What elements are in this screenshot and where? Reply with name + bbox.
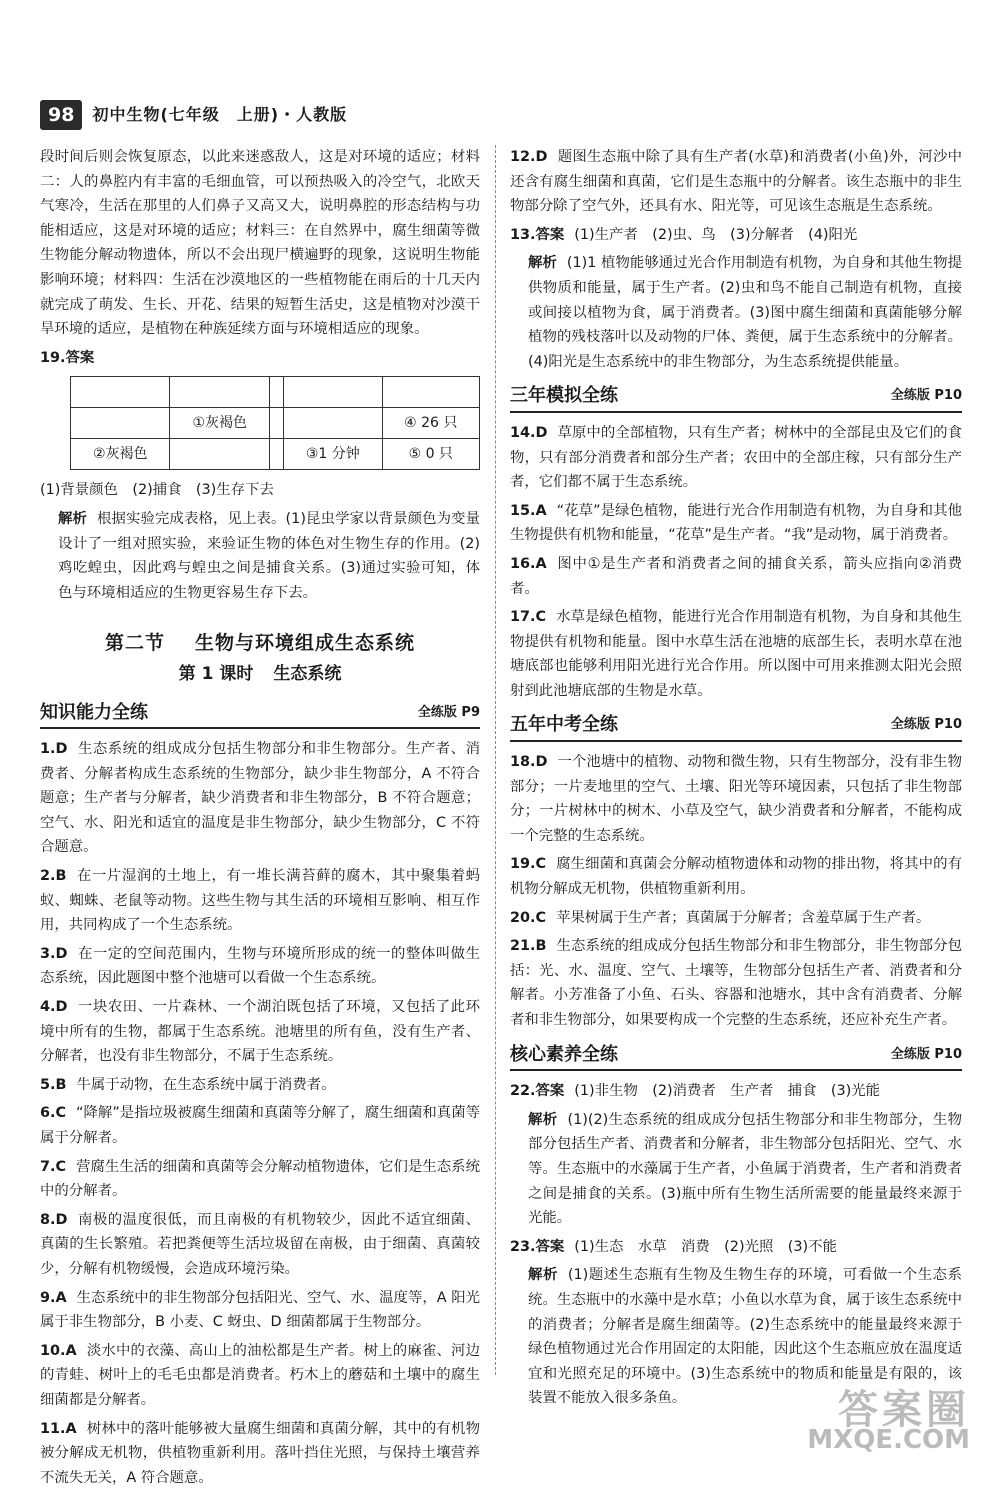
table-cell (170, 439, 269, 470)
right-column (510, 145, 962, 1415)
question-text: “花草”是绿色植物，能进行光合作用制造有机物，为自身和其他生物提供有机物和能量，“花草”是生产者。“我”是动物，属于消费者。 (510, 502, 962, 544)
answer-line: (1)生产者 (2)虫、鸟 (3)分解者 (4)阳光 (574, 226, 858, 243)
question-number: 20.C (510, 909, 547, 926)
table-cell (269, 439, 283, 470)
list-item (510, 421, 962, 495)
band-title: 三年模拟全练 (510, 385, 618, 407)
question-text: 一块农田、一片森林、一个湖泊既包括了环境，又包括了此环境中所有的生物，都属于生态系统。池塘里的所有鱼，没有生产者、分解者，也没有非生物部分，不属于生态系统。 (40, 999, 480, 1065)
list-item (510, 552, 962, 601)
band-five-year (510, 713, 962, 742)
lesson-title (40, 662, 480, 687)
page-number: 98 (40, 100, 82, 130)
question-number: 18.D (510, 754, 548, 771)
list-item (40, 995, 480, 1069)
list-item (40, 1417, 480, 1491)
question-number: 21.B (510, 938, 547, 955)
question-text: 苹果树属于生产者；真菌属于分解者；含羞草属于生产者。 (556, 909, 931, 926)
question-number: 17.C (510, 609, 547, 626)
question-text: 一个池塘中的植物、动物和微生物，只有生物部分，没有非生物部分；一片麦地里的空气、土壤、阳光等环境因素，只包括了非生物部分；一片树林中的树木、小草及空气，缺少消费者和分解者，不能构成一个完整的生态系统。 (510, 754, 962, 844)
question-text: 在一定的空间范围内，生物与环境所形成的统一的整体叫做生态系统，因此题图中整个池塘可以看做一个生态系统。 (40, 945, 480, 987)
question-text: 题图生态瓶中除了具有生产者(水草)和消费者(小鱼)外，河沙中还含有腐生细菌和真菌，它们是生态瓶中的分解者。该生态瓶中的非生物部分除了空气外，还具有水、阳光等，可见该生态瓶是生态系统。 (510, 149, 962, 215)
question-number: 19.答案 (40, 349, 95, 366)
band-title: 核心素养全练 (510, 1043, 618, 1065)
table-cell: ②灰褐色 (71, 439, 170, 470)
list-item (40, 1073, 480, 1098)
question-text: 南极的温度很低，而且南极的有机物较少，因此不适宜细菌、真菌的生长繁殖。若把粪便等生活垃圾留在南极，由于细菌、真菌较少，分解有机物缓慢，会造成环境污染。 (40, 1211, 480, 1277)
question-number: 6.C (40, 1105, 67, 1122)
list-item (510, 934, 962, 1032)
band-ref: 全练版 P10 (890, 1046, 962, 1062)
table-cell (170, 377, 269, 408)
question-text: 水草是绿色植物，能进行光合作用制造有机物，为自身和其他生物提供有机物和能量。图中水草生活在池塘的底部生长，表明水草在池塘底部也能够利用阳光进行光合作用。所以图中可用来推测太阳光会照射到此池塘底部的生物是水草。 (510, 609, 962, 699)
question-number: 11.A (40, 1420, 77, 1437)
watermark (807, 1387, 970, 1455)
question-13 (510, 223, 962, 375)
question-number: 4.D (40, 999, 68, 1016)
band-three-year (510, 384, 962, 413)
question-text: 营腐生生活的细菌和真菌等会分解动植物遗体，它们是生态系统中的分解者。 (40, 1158, 480, 1200)
list-item (40, 942, 480, 991)
question-text: 在一片湿润的土地上，有一堆长满苔藓的腐木，其中聚集着蚂蚁、蜘蛛、老鼠等动物。这些生物与其生活的环境相互影响、相互作用，共同构成了一个生态系统。 (40, 868, 480, 934)
question-text: 图中①是生产者和消费者之间的捕食关系，箭头应指向②消费者。 (510, 555, 962, 597)
list-item (40, 737, 480, 860)
question-number: 8.D (40, 1211, 68, 1228)
question-12 (510, 145, 962, 219)
question-text: 生态系统的组成成分包括生物部分和非生物部分。生产者、消费者、分解者构成生态系统的生物部分，缺少非生物部分，A 不符合题意；生产者与分解者，缺少消费者和非生物部分，B 不符合题意；空气、水、阳光和适宜的温度是非生物部分，缺少生物部分，C 不符合题意。 (40, 741, 480, 856)
table-cell: ⑤ 0 只 (382, 439, 479, 470)
section-title (40, 631, 480, 656)
table-row (71, 377, 480, 408)
analysis-text: (1)1 植物能够通过光合作用制造有机物，为自身和其他生物提供物质和能量，属于生产者。(2)虫和鸟不能自己制造有机物，直接或间接以植物为食，属于消费者。(3)图中腐生细菌和真菌能够分解植物的残枝落叶以及动物的尸体、粪便，属于生态系统中的分解者。(4)阳光是生态系统中的非生物部分，为生态系统提供能量。 (528, 255, 962, 370)
table-row (71, 408, 480, 439)
band-title: 五年中考全练 (510, 714, 618, 736)
list-item (40, 1339, 480, 1413)
analysis-label: 解析 (528, 1111, 558, 1128)
analysis-label: 解析 (528, 255, 557, 272)
table-cell (284, 408, 382, 439)
list-item (40, 1208, 480, 1282)
analysis-text: (1)(2)生态系统的组成成分包括生物部分和非生物部分，生物部分包括生产者、消费者和分解者，非生物部分包括阳光、空气、水等。生态瓶中的水藻属于生产者，小鱼属于消费者，生产者和消费者之间是捕食的关系。(3)瓶中所有生物生活所需要的能量最终来源于光能。 (528, 1111, 962, 1227)
section-name: 生物与环境组成生态系统 (195, 632, 416, 655)
question-22 (510, 1079, 962, 1231)
band-knowledge (40, 701, 480, 730)
question-23 (510, 1235, 962, 1411)
table-cell (71, 408, 170, 439)
book-title: 初中生物(七年级 上册)・人教版 (92, 104, 348, 124)
band-title: 知识能力全练 (40, 701, 148, 723)
analysis-label: 解析 (528, 1267, 558, 1284)
lesson-name: 生态系统 (273, 663, 342, 684)
band-core (510, 1043, 962, 1072)
question-text: 淡水中的衣藻、高山上的油松都是生产者。树上的麻雀、河边的青蛙、树叶上的毛毛虫都是消费者。朽木上的蘑菇和土壤中的腐生细菌都是分解者。 (40, 1342, 480, 1408)
question-text: 生态系统中的非生物部分包括阳光、空气、水、温度等，A 阳光属于非生物部分，B 小麦、C 蚜虫、D 细菌都属于生物部分。 (40, 1289, 480, 1331)
table-cell (284, 377, 382, 408)
lesson-number: 第 1 课时 (178, 663, 254, 684)
list-item (40, 1286, 480, 1335)
band-ref: 全练版 P10 (890, 388, 962, 404)
band-ref: 全练版 P10 (890, 717, 962, 733)
question-number: 2.B (40, 868, 67, 885)
list-item (510, 499, 962, 548)
table-cell: ①灰褐色 (170, 408, 269, 439)
table-cell: ④ 26 只 (382, 408, 479, 439)
question-number: 10.A (40, 1342, 77, 1359)
answer-line: (1)背景颜色 (2)捕食 (3)生存下去 (40, 482, 274, 499)
question-text: 牛属于动物，在生态系统中属于消费者。 (76, 1076, 336, 1093)
band-ref: 全练版 P9 (417, 704, 480, 720)
question-19 (40, 346, 480, 606)
table-cell (382, 377, 479, 408)
column-divider (495, 145, 496, 1375)
list-item (510, 852, 962, 901)
table-cell (269, 408, 283, 439)
question-number: 7.C (40, 1158, 67, 1175)
list-item (510, 906, 962, 931)
question-number: 5.B (40, 1076, 67, 1093)
question-number: 14.D (510, 424, 548, 441)
table-row (71, 439, 480, 470)
left-column (40, 145, 480, 1494)
section-number: 第二节 (104, 632, 165, 655)
question-number: 12.D (510, 149, 548, 165)
question-number: 23.答案 (510, 1238, 565, 1255)
question-text: 生态系统的组成成分包括生物部分和非生物部分，非生物部分包括：光、水、温度、空气、土壤等，生物部分包括生产者、消费者和分解者。小芳准备了小鱼、石头、容器和池塘水，其中含有消费者、分解者和非生物部分，如果要构成一个完整的生态系统，还应补充生产者。 (510, 938, 962, 1028)
question-number: 19.C (510, 856, 547, 873)
watermark-logo-text: 答案圈 (838, 1387, 970, 1433)
question-number: 1.D (40, 741, 68, 758)
question-number: 9.A (40, 1289, 67, 1306)
list-item (40, 1101, 480, 1150)
question-number: 22.答案 (510, 1083, 565, 1100)
question-text: 树林中的落叶能够被大量腐生细菌和真菌分解，其中的有机物被分解成无机物，供植物重新利用。落叶挡住光照，与保持土壤营养不流失无关，A 符合题意。 (40, 1420, 480, 1486)
question-text: 草原中的全部植物，只有生产者；树林中的全部昆虫及它们的食物，只有部分消费者和部分生产者；农田中的全部庄稼，只有部分生产者，它们都不属于生态系统。 (510, 424, 962, 491)
question-text: “降解”是指垃圾被腐生细菌和真菌等分解了，腐生细菌和真菌等属于分解者。 (40, 1105, 480, 1146)
answer-table (70, 376, 480, 470)
analysis-label: 解析 (58, 510, 88, 527)
list-item (510, 605, 962, 703)
table-cell: ③1 分钟 (284, 439, 382, 470)
analysis-text: (1)题述生态瓶有生物及生物生存的环境，可看做一个生态系统。生态瓶中的水藻中是水草；小鱼以水草为食，属于该生态系统中的消费者；分解者是腐生细菌等。(2)生态系统中的能量最终来源于绿色植物通过光合作用固定的太阳能，因此这个生态瓶应放在温度适宜和光照充足的环境中。(3)生态系统中的物质和能量是有限的，该装置不能放入很多条鱼。 (528, 1267, 962, 1407)
watermark-url: MXQE.COM (807, 1425, 970, 1455)
table-cell (71, 377, 170, 408)
list-item (510, 750, 962, 848)
question-list (40, 737, 480, 1490)
answer-line: (1)非生物 (2)消费者 生产者 捕食 (3)光能 (574, 1083, 881, 1100)
question-number: 3.D (40, 945, 68, 962)
question-number: 15.A (510, 502, 547, 519)
answer-line: (1)生态 水草 消费 (2)光照 (3)不能 (574, 1238, 837, 1255)
analysis-text: 根据实验完成表格，见上表。(1)昆虫学家以背景颜色为变量设计了一组对照实验，来验证生物的体色对生物生存的作用。(2)鸡吃蝗虫，因此鸡与蝗虫之间是捕食关系。(3)通过实验可知，体色与环境相适应的生物更容易生存下去。 (58, 510, 480, 601)
page-header (40, 98, 347, 132)
question-text: 腐生细菌和真菌会分解动植物遗体和动物的排出物，将其中的有机物分解成无机物，供植物重新利用。 (510, 856, 962, 898)
list-item (40, 864, 480, 938)
table-cell (269, 377, 283, 408)
intro-paragraph: 段时间后则会恢复原态，以此来迷惑敌人，这是对环境的适应；材料二：人的鼻腔内有丰富的毛细血管，可以预热吸入的冷空气，北欧天气寒冷，生活在那里的人们鼻子又高又大，说明鼻腔的形态结构与功能相适应，这是对环境的适应；材料三：在自然界中，腐生细菌等微生物能分解动物遗体，所以不会出现尸横遍野的现象，这说明生物能影响环境；材料四：生活在沙漠地区的一些植物能在雨后的十几天内就完成了萌发、生长、开花、结果的短暂生活史，这是植物对沙漠干旱环境的适应，是植物在种族延续方面与环境相适应的现象。 (40, 149, 480, 338)
list-item (40, 1155, 480, 1204)
question-number: 16.A (510, 555, 547, 572)
question-number: 13.答案 (510, 226, 565, 243)
